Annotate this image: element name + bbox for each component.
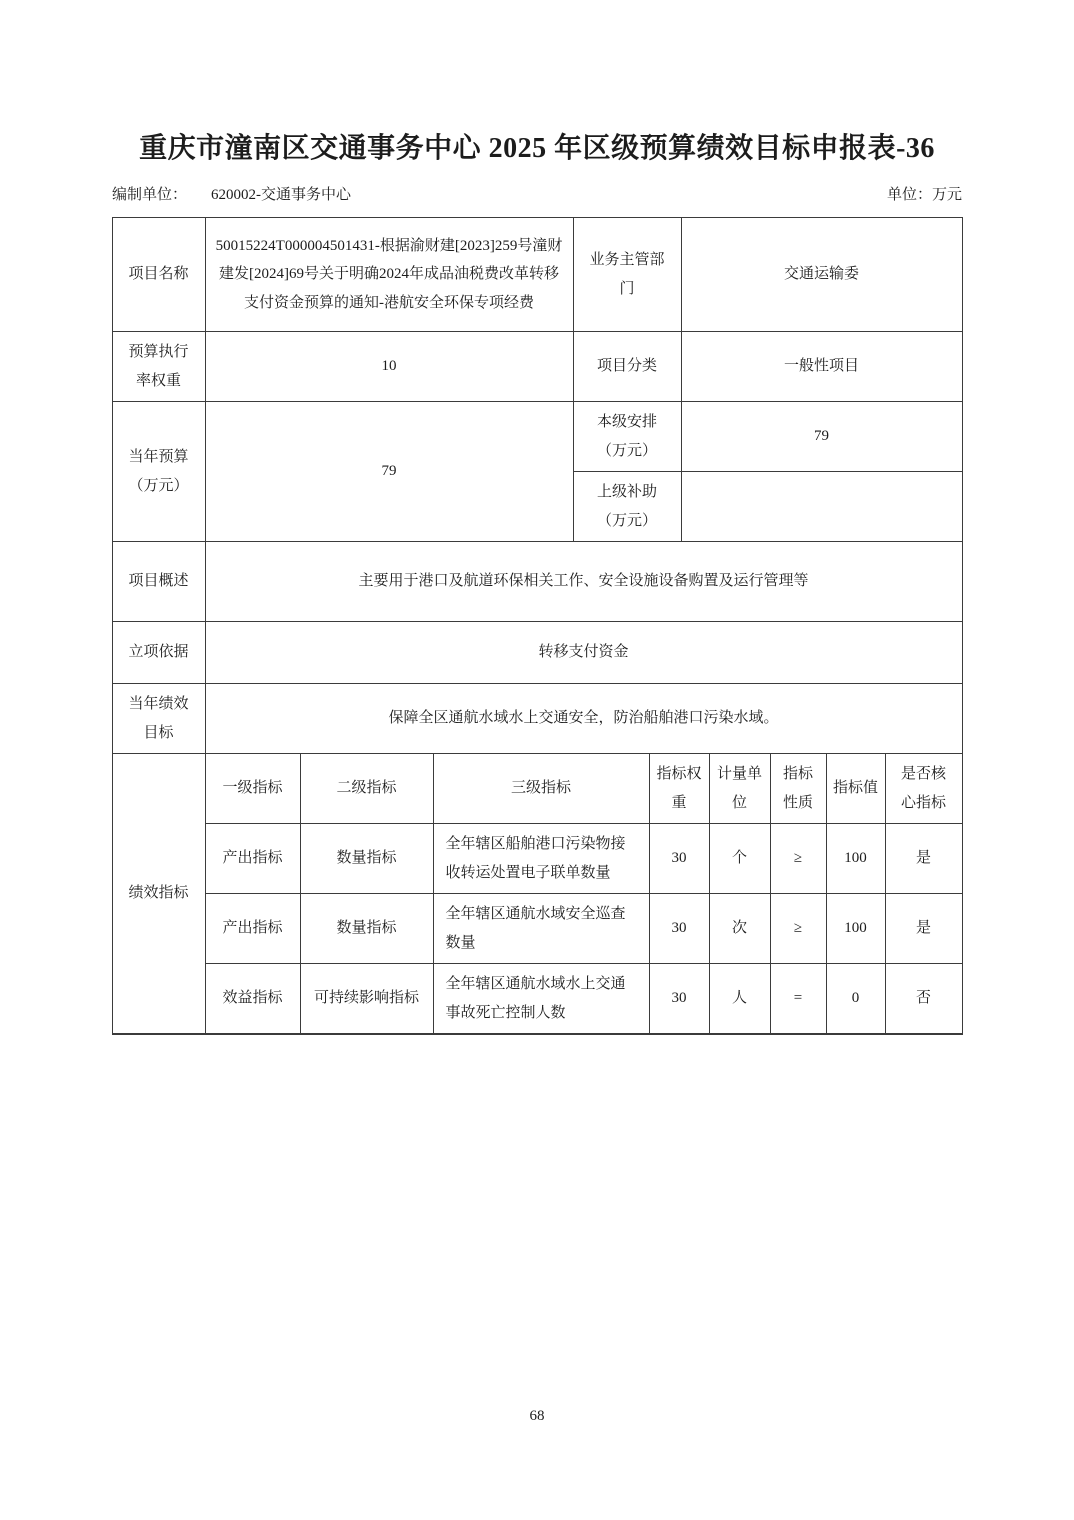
indicator-header-level2: 二级指标 — [300, 754, 433, 824]
indicator-header-level1: 一级指标 — [205, 754, 300, 824]
indicator-header-core: 是否核心指标 — [885, 754, 962, 824]
indicator-row — [112, 824, 962, 894]
page-number: 68 — [529, 1408, 545, 1424]
indicator-weight: 30 — [649, 894, 709, 964]
prepared-by-value: 620002-交通事务中心 — [211, 187, 352, 203]
indicator-header-unit: 计量单位 — [709, 754, 770, 824]
table-row — [112, 218, 962, 332]
indicator-header-level3: 三级指标 — [433, 754, 649, 824]
indicator-unit: 个 — [709, 824, 770, 894]
dept-value: 交通运输委 — [681, 218, 962, 332]
project-overview-value: 主要用于港口及航道环保相关工作、安全设施设备购置及运行管理等 — [205, 542, 962, 622]
indicator-core: 是 — [885, 824, 962, 894]
superior-subsidy-label: 上级补助（万元） — [573, 472, 681, 542]
indicator-row — [112, 964, 962, 1035]
indicator-level3: 全年辖区通航水域水上交通事故死亡控制人数 — [433, 964, 649, 1035]
dept-label: 业务主管部门 — [573, 218, 681, 332]
indicator-header-weight: 指标权重 — [649, 754, 709, 824]
indicator-level3: 全年辖区船舶港口污染物接收转运处置电子联单数量 — [433, 824, 649, 894]
table-row — [112, 332, 962, 402]
project-category-value: 一般性项目 — [681, 332, 962, 402]
project-basis-label: 立项依据 — [112, 622, 205, 684]
local-arrangement-value: 79 — [681, 402, 962, 472]
project-name-label: 项目名称 — [112, 218, 205, 332]
current-budget-label: 当年预算（万元） — [112, 402, 205, 542]
indicator-nature: ≥ — [770, 894, 826, 964]
table-row — [112, 402, 962, 472]
project-basis-value: 转移支付资金 — [205, 622, 962, 684]
current-budget-value: 79 — [205, 402, 573, 542]
budget-exec-weight-value: 10 — [205, 332, 573, 402]
indicators-label: 绩效指标 — [112, 754, 205, 1035]
indicator-nature: = — [770, 964, 826, 1035]
indicator-value: 0 — [826, 964, 885, 1035]
superior-subsidy-value — [681, 472, 962, 542]
indicator-level1: 效益指标 — [205, 964, 300, 1035]
indicator-header-value: 指标值 — [826, 754, 885, 824]
annual-target-value: 保障全区通航水域水上交通安全，防治船舶港口污染水域。 — [205, 684, 962, 754]
project-overview-label: 项目概述 — [112, 542, 205, 622]
local-arrangement-label: 本级安排（万元） — [573, 402, 681, 472]
performance-indicators-table — [112, 753, 963, 1035]
indicator-header-nature: 指标性质 — [770, 754, 826, 824]
project-category-label: 项目分类 — [573, 332, 681, 402]
table-row — [112, 622, 962, 684]
indicator-row — [112, 894, 962, 964]
table-row — [112, 542, 962, 622]
indicator-header-row — [112, 754, 962, 824]
prepared-by-label: 编制单位： — [112, 187, 188, 203]
budget-exec-weight-label: 预算执行率权重 — [112, 332, 205, 402]
indicator-value: 100 — [826, 824, 885, 894]
indicator-level2: 数量指标 — [300, 894, 433, 964]
project-info-table — [112, 217, 963, 754]
indicator-value: 100 — [826, 894, 885, 964]
indicator-core: 否 — [885, 964, 962, 1035]
meta-row — [112, 183, 962, 204]
prepared-by — [112, 183, 351, 204]
indicator-weight: 30 — [649, 964, 709, 1035]
indicator-weight: 30 — [649, 824, 709, 894]
page-title: 重庆市潼南区交通事务中心 2025 年区级预算绩效目标申报表-36 — [139, 133, 935, 164]
indicator-unit: 人 — [709, 964, 770, 1035]
indicator-level1: 产出指标 — [205, 824, 300, 894]
annual-target-label: 当年绩效目标 — [112, 684, 205, 754]
project-name-value: 50015224T000004501431-根据渝财建[2023]259号潼财建发[2024]69号关于明确2024年成品油税费改革转移支付资金预算的通知-港航安全环保专项经费 — [205, 218, 573, 332]
indicator-level3: 全年辖区通航水域安全巡查数量 — [433, 894, 649, 964]
unit-label: 单位：万元 — [886, 187, 962, 203]
indicator-level2: 数量指标 — [300, 824, 433, 894]
indicator-unit: 次 — [709, 894, 770, 964]
indicator-nature: ≥ — [770, 824, 826, 894]
indicator-core: 是 — [885, 894, 962, 964]
indicator-level2: 可持续影响指标 — [300, 964, 433, 1035]
table-row — [112, 684, 962, 754]
indicator-level1: 产出指标 — [205, 894, 300, 964]
